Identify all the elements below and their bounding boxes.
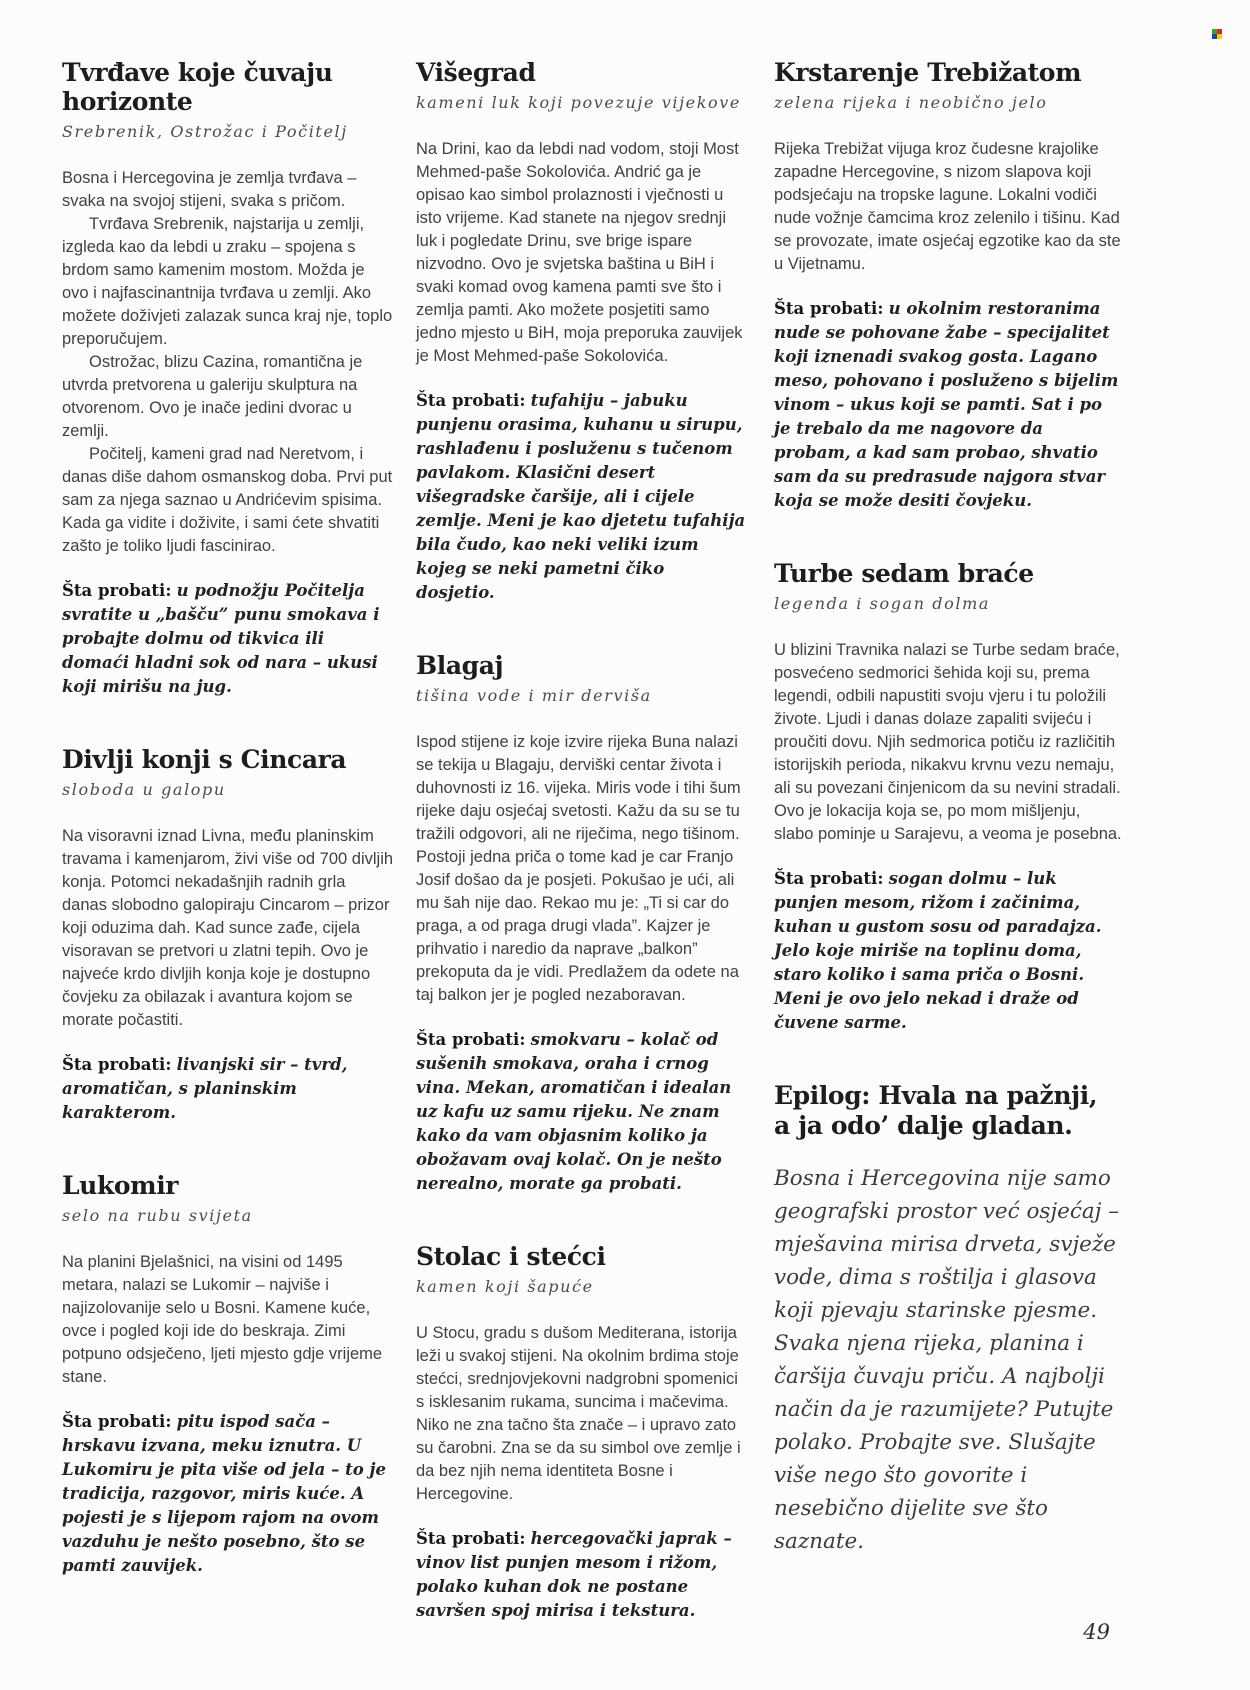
body-paragraph: Počitelj, kameni grad nad Neretvom, i danas diše dahom osmanskog doba. Prvi put sam za njega saznao u Andrićevim spisima. Kada ga vidite i doživite, i sami ćete shvatiti zašto je toliko ljudi fascinirao. xyxy=(62,445,393,555)
section-title: Stolac i stećci xyxy=(416,1242,606,1271)
body-paragraph: U blizini Travnika nalazi se Turbe sedam braće, posvećeno sedmorici šehida koji su, prema legendi, odbili napustiti svoju vjeru i tu položili živote. Ljudi i danas dolaze zapaliti svijeću i proučiti dovu. Njih sedmorica potiču iz različitih istorijskih perioda, nikakvu krvnu vezu nemaju, ali su povezani činjenicom da su nevini stradali. Ovo je lokacija koja se, po mom mišljenju, slabo pominje u Sarajevu, a veoma je posebna. xyxy=(774,641,1122,843)
taste-label: Šta probati: xyxy=(62,1055,172,1074)
section-subtitle: Srebrenik, Ostrožac i Počitelj xyxy=(62,122,348,141)
body-paragraph: Na Drini, kao da lebdi nad vodom, stoji Most Mehmed-paše Sokolovića. Andrić ga je opisao kao simbol prolaznosti i vječnosti u isto vrijeme. Kad stanete na njegov srednji luk i pogledate Drinu, sve brige ispare nizvodno. Ovo je svjetska baština u BiH i svaki komad ovog kamena pamti sve što i zemlja pamti. Ako možete posjetiti samo jedno mjesto u BiH, moja preporuka zauvijek je Most Mehmed-paše Sokolovića. xyxy=(416,140,743,365)
section-title: Lukomir xyxy=(62,1171,179,1200)
taste-text: hercegovački japrak – vinov list punjen mesom i rižom, polako kuhan dok ne postane savršen spoj mirisa i tekstura. xyxy=(416,1529,732,1620)
body-paragraph: Na planini Bjelašnici, na visini od 1495 metara, nalazi se Lukomir – najviše i najizolovanije selo u Bosni. Kamene kuće, ovce i pogled koji ide do beskraja. Zimi potpuno odsječeno, ljeti mjesto gdje vrijeme stane. xyxy=(62,1253,383,1386)
taste-text: livanjski sir – tvrd, aromatičan, s planinskim karakterom. xyxy=(62,1055,348,1122)
taste-label: Šta probati: xyxy=(62,1412,172,1431)
section-subtitle: selo na rubu svijeta xyxy=(62,1206,253,1225)
body-paragraph: Na visoravni iznad Livna, među planinskim travama i kamenjarom, živi više od 700 divljih konja. Potomci nekadašnjih radnih grla danas slobodno galopiraju Cincarom – prizor koji oduzima dah. Kad sunce zađe, cijela visoravan se pretvori u zlatni tepih. Ovo je najveće krdo divljih konja koje je dostupno čovjeku za obilazak i avantura kojom se morate počastiti. xyxy=(62,827,394,1029)
taste-text: pitu ispod sača – hrskavu izvana, meku iznutra. U Lukomiru je pita više od jela – to je tradicija, razgovor, miris kuće. A pojesti je s lijepom rajom na ovom vazduhu je nešto posebno, što se pamti zauvijek. xyxy=(62,1412,386,1575)
logo-icon xyxy=(1212,29,1222,39)
section-title: Blagaj xyxy=(416,651,504,680)
page-number: 49 xyxy=(1083,1620,1110,1644)
section-visegrad xyxy=(416,58,748,605)
section-subtitle: kamen koji šapuće xyxy=(416,1277,594,1296)
taste-label: Šta probati: xyxy=(416,1529,526,1548)
taste-note xyxy=(416,1028,748,1196)
body-paragraph: U Stocu, gradu s dušom Mediterana, istorija leži u svakoj stijeni. Na okolnim brdima stoje stećci, srednjovjekovni nadgrobni spomenici s isklesanim rukama, suncima i mačevima. Niko ne zna tačno šta znače – i upravo zato su čarobni. Zna se da su simbol ove zemlje i da bez njih nema identiteta Bosne i Hercegovine. xyxy=(416,1324,741,1503)
body-paragraph: Rijeka Trebižat vijuga kroz čudesne krajolike zapadne Hercegovine, s nizom slapova koji podsjećaju na tropske lagune. Lokalni vodiči nude vožnje čamcima kroz zelenilo i tišinu. Kad se provozate, imate osjećaj egzotike kao da ste u Vijetnamu. xyxy=(774,140,1121,273)
taste-note xyxy=(62,579,394,699)
body-paragraph: Tvrđava Srebrenik, najstarija u zemlji, izgleda kao da lebdi u zraku – spojena s brdom samo kamenim mostom. Možda je ovo i najfascinantnija tvrđava u zemlji. Ako možete doživjeti zalazak sunca kraj nje, toplo preporučujem. xyxy=(62,215,393,348)
section-turbe xyxy=(774,559,1122,1035)
section-title: Tvrđave koje čuvaju horizonte xyxy=(62,58,333,116)
taste-text: u okolnim restoranima nude se pohovane žabe – specijalitet koji iznenadi svakog gosta. Lagano meso, pohovano i posluženo s bijelim vinom – ukus koji se pamti. Sat i po je trebalo da me nagovore da probam, a kad sam probao, shvatio sam da su predrasude najgora stvar koja se može desiti čovjeku. xyxy=(774,299,1119,510)
section-lukomir xyxy=(62,1171,394,1578)
section-title: Turbe sedam braće xyxy=(774,559,1034,588)
epilog-title: Epilog: Hvala na pažnji, a ja odo’ dalje gladan. xyxy=(774,1081,1098,1140)
body-paragraph: Ostrožac, blizu Cazina, romantična je utvrda pretvorena u galeriju skulptura na otvorenom. Ovo je inače jedini dvorac u zemlji. xyxy=(62,353,363,440)
section-stolac xyxy=(416,1242,748,1623)
taste-text: smokvaru – kolač od sušenih smokava, oraha i crnog vina. Mekan, aromatičan i idealan uz kafu uz samu rijeku. Ne znam kako da vam objasnim koliko ja obožavam ovaj kolač. On je nešto nerealno, morate ga probati. xyxy=(416,1030,732,1193)
taste-label: Šta probati: xyxy=(774,869,884,888)
section-subtitle: tišina vode i mir derviša xyxy=(416,686,652,705)
section-title: Krstarenje Trebižatom xyxy=(774,58,1082,87)
column-right xyxy=(774,58,1122,1690)
taste-note xyxy=(62,1053,394,1125)
taste-note xyxy=(416,1527,748,1623)
section-subtitle: legenda i sogan dolma xyxy=(774,594,990,613)
taste-text: sogan dolmu – luk punjen mesom, rižom i začinima, kuhan u gustom sosu od paradajza. Jelo koje miriše na toplinu doma, staro koliko i sama priča o Bosni. Meni je ovo jelo nekad i draže od čuvene sarme. xyxy=(774,869,1102,1032)
taste-label: Šta probati: xyxy=(62,581,172,600)
taste-note xyxy=(774,297,1122,513)
section-tvrdjave xyxy=(62,58,394,699)
taste-label: Šta probati: xyxy=(416,391,526,410)
section-title: Divlji konji s Cincara xyxy=(62,745,347,774)
body-paragraph: Ispod stijene iz koje izvire rijeka Buna nalazi se tekija u Blagaju, derviški centar života i duhovnosti iz 16. vijeka. Miris vode i tihi šum rijeke daju osjećaj svetosti. Kažu da su se tu tražili odgovori, ali ne riječima, nego tišinom. Postoji jedna priča o tome kad je car Franjo Josif došao da je posjeti. Pokušao je ući, ali mu šah nije dao. Rekao mu je: „Ti si car do praga, a od praga drugi vlada”. Kajzer je prihvatio i naredio da naprave „balkon” prekoputa da je vidi. Predlažem da odete na taj balkon jer je pogled nezaboravan. xyxy=(416,733,741,1004)
section-divlji-konji xyxy=(62,745,394,1125)
section-subtitle: zelena rijeka i neobično jelo xyxy=(774,93,1048,112)
section-title: Višegrad xyxy=(416,58,536,87)
section-subtitle: sloboda u galopu xyxy=(62,780,226,799)
taste-note xyxy=(416,389,748,605)
taste-note xyxy=(774,867,1122,1035)
taste-text: u podnožju Počitelja svratite u „bašču” punu smokava i probajte dolmu od tikvica ili domaći hladni sok od nara – ukusi koji mirišu na jug. xyxy=(62,581,380,696)
section-blagaj xyxy=(416,651,748,1196)
column-middle xyxy=(416,58,748,1690)
taste-note xyxy=(62,1410,394,1578)
taste-text: tufahiju – jabuku punjenu orasima, kuhanu u sirupu, rashlađenu i posluženu s tučenom pavlakom. Klasični desert višegradske čaršije, ali i cijele zemlje. Meni je kao djetetu tufahija bila čudo, kao neki veliki izum kojeg se neki pametni čiko dosjetio. xyxy=(416,391,746,602)
section-epilog xyxy=(774,1081,1122,1558)
taste-label: Šta probati: xyxy=(774,299,884,318)
epilog-text: Bosna i Hercegovina nije samo geografski prostor već osjećaj – mješavina mirisa drveta, svježe vode, dima s roštilja i glasova koji pjevaju starinske pjesme. Svaka njena rijeka, planina i čaršija čuvaju priču. A najbolji način da je razumijete? Putujte polako. Probajte sve. Slušajte više nego što govorite i nesebično dijelite sve što saznate. xyxy=(774,1166,1119,1554)
section-krstarenje xyxy=(774,58,1122,513)
section-subtitle: kameni luk koji povezuje vijekove xyxy=(416,93,741,112)
column-left xyxy=(62,58,394,1690)
logo-square-yellow xyxy=(1217,34,1222,39)
taste-label: Šta probati: xyxy=(416,1030,526,1049)
body-paragraph: Bosna i Hercegovina je zemlja tvrđava – svaka na svojoj stijeni, svaka s pričom. xyxy=(62,169,357,210)
